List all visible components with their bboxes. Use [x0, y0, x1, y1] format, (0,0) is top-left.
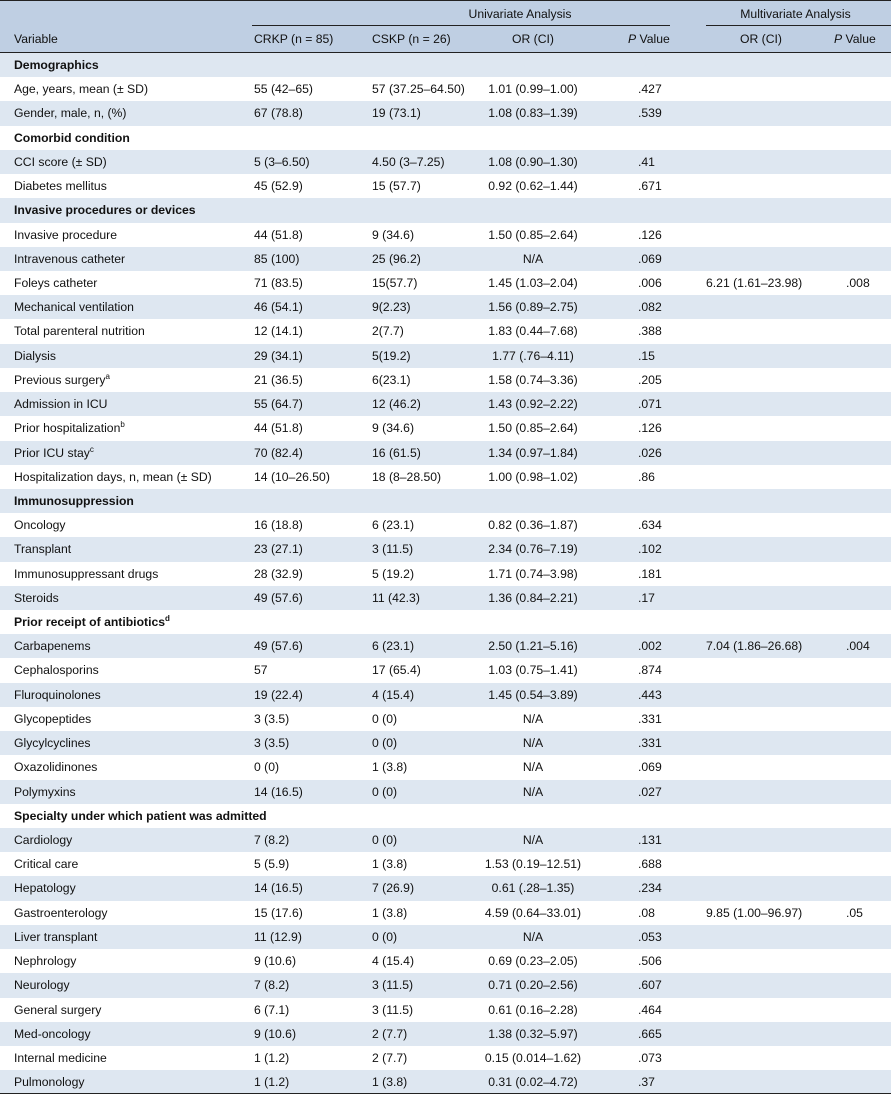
or-ci-cell: 1.45 (0.54–3.89)	[488, 687, 578, 702]
crkp-cell: 71 (83.5)	[254, 275, 303, 290]
p-value-cell: .388	[638, 324, 662, 339]
table-row	[0, 319, 891, 343]
p-value-cell: .126	[638, 421, 662, 436]
table-row	[0, 368, 891, 392]
crkp-cell: 67 (78.8)	[254, 106, 303, 121]
crkp-cell: 23 (27.1)	[254, 542, 303, 557]
p-value-cell: .234	[638, 881, 662, 896]
p-value-cell: .331	[638, 736, 662, 751]
variable-cell: Gastroenterology	[14, 905, 108, 920]
footnote-marker: c	[89, 444, 94, 454]
variable-cell: Invasive procedure	[14, 227, 117, 242]
crkp-cell: 15 (17.6)	[254, 905, 303, 920]
p-value-cell: .665	[638, 1026, 662, 1041]
or-ci-cell: 0.15 (0.014–1.62)	[484, 1050, 582, 1065]
or-ci-cell: 1.71 (0.74–3.98)	[488, 566, 578, 581]
p-value-cell: .671	[638, 179, 662, 194]
or-ci-cell: 0.71 (0.20–2.56)	[488, 978, 578, 993]
section-heading: Comorbid condition	[14, 130, 130, 145]
variable-cell: Hepatology	[14, 881, 76, 896]
cskp-cell: 3 (11.5)	[372, 542, 414, 557]
table-row	[0, 683, 891, 707]
cskp-cell: 0 (0)	[372, 784, 398, 799]
p-value-cell: .205	[638, 372, 662, 387]
or-ci-cell: 1.83 (0.44–7.68)	[488, 324, 578, 339]
crkp-cell: 14 (10–26.50)	[254, 469, 330, 484]
or-ci-cell: N/A	[522, 736, 544, 751]
crkp-cell: 19 (22.4)	[254, 687, 303, 702]
crkp-cell: 14 (16.5)	[254, 881, 303, 896]
p-value-cell: .181	[638, 566, 662, 581]
section-row	[0, 53, 891, 77]
col-header-cskp: CSKP (n = 26)	[372, 32, 451, 46]
multivariate-underline	[706, 25, 891, 26]
cskp-cell: 1 (3.8)	[372, 857, 408, 872]
crkp-cell: 5 (5.9)	[254, 857, 290, 872]
or-ci-cell: 1.01 (0.99–1.00)	[488, 82, 578, 97]
footnote-marker: b	[120, 420, 125, 430]
table-row	[0, 392, 891, 416]
crkp-cell: 55 (42–65)	[254, 82, 313, 97]
mv-or-ci-cell: 6.21 (1.61–23.98)	[706, 275, 803, 290]
table-row	[0, 925, 891, 949]
univariate-group-heading: Univariate Analysis	[468, 7, 572, 21]
or-ci-cell: 0.61 (0.16–2.28)	[488, 1002, 578, 1017]
p-value-cell: .688	[638, 857, 662, 872]
cskp-cell: 57 (37.25–64.50)	[372, 82, 465, 97]
p-value-cell: .026	[638, 445, 662, 460]
crkp-cell: 6 (7.1)	[254, 1002, 290, 1017]
section-heading: Demographics	[14, 58, 99, 72]
table-row	[0, 998, 891, 1022]
or-ci-cell: N/A	[522, 833, 544, 847]
table-row	[0, 537, 891, 561]
or-ci-cell: 1.50 (0.85–2.64)	[488, 421, 578, 436]
top-rule	[0, 0, 891, 1]
table-row	[0, 876, 891, 900]
cskp-cell: 15(57.7)	[372, 275, 418, 290]
cskp-cell: 1 (3.8)	[372, 1075, 408, 1090]
or-ci-cell: 0.61 (.28–1.35)	[491, 881, 575, 896]
cskp-cell: 6 (23.1)	[372, 639, 415, 654]
mv-p-value-cell: .008	[846, 275, 870, 290]
table-row	[0, 828, 891, 852]
section-heading: Invasive procedures or devices	[14, 203, 196, 218]
variable-cell: Foleys catheter	[14, 275, 98, 290]
or-ci-cell: 1.08 (0.90–1.30)	[488, 154, 578, 169]
table-row	[0, 465, 891, 489]
cskp-cell: 6(23.1)	[372, 372, 411, 387]
col-header-crkp: CRKP (n = 85)	[254, 32, 334, 46]
variable-cell: Internal medicine	[14, 1050, 107, 1065]
or-ci-cell: 1.36 (0.84–2.21)	[488, 590, 578, 605]
cskp-cell: 11 (42.3)	[372, 590, 420, 605]
or-ci-cell: 1.08 (0.83–1.39)	[488, 106, 578, 121]
p-value-cell: .539	[638, 106, 662, 121]
cskp-cell: 19 (73.1)	[372, 106, 421, 121]
p-value-cell: .131	[638, 833, 662, 847]
table-row	[0, 852, 891, 876]
table-body	[0, 53, 891, 1094]
table-row	[0, 344, 891, 368]
section-row	[0, 804, 891, 828]
cskp-cell: 0 (0)	[372, 711, 398, 726]
footnote-marker: d	[165, 614, 170, 624]
variable-cell: Glycylcyclines	[14, 736, 91, 751]
p-value-cell: .002	[638, 639, 662, 654]
table-row	[0, 949, 891, 973]
cskp-cell: 5 (19.2)	[372, 566, 415, 581]
crkp-cell: 55 (64.7)	[254, 397, 303, 412]
p-value-cell: .069	[638, 251, 662, 266]
or-ci-cell: 1.03 (0.75–1.41)	[488, 663, 578, 678]
crkp-cell: 9 (10.6)	[254, 954, 297, 969]
variable-cell: Neurology	[14, 978, 70, 993]
mv-p-value-cell: .05	[846, 905, 863, 920]
crkp-cell: 11 (12.9)	[254, 929, 302, 944]
section-heading: Prior receipt of antibiotics$^d$	[14, 614, 170, 630]
or-ci-cell: 1.45 (1.03–2.04)	[488, 275, 578, 290]
p-value-cell: .506	[638, 954, 662, 969]
section-row	[0, 126, 891, 150]
p-value-cell: .464	[638, 1002, 662, 1017]
cskp-cell: 18 (8–28.50)	[372, 469, 442, 484]
cskp-cell: 0 (0)	[372, 736, 398, 751]
variable-cell: Previous surgery$^a$	[14, 371, 110, 387]
table-row	[0, 271, 891, 295]
crkp-cell: 44 (51.8)	[254, 227, 303, 242]
variable-cell: Liver transplant	[14, 929, 98, 944]
or-ci-cell: N/A	[522, 784, 544, 799]
variable-cell: Age, years, mean (± SD)	[14, 82, 149, 97]
section-heading: Specialty under which patient was admitted	[14, 808, 267, 823]
p-value-cell: .071	[638, 397, 662, 412]
col-header-variable: Variable	[14, 32, 58, 46]
crkp-cell: 3 (3.5)	[254, 711, 290, 726]
or-ci-cell: 1.56 (0.89–2.75)	[488, 300, 578, 315]
p-value-cell: .069	[638, 760, 662, 775]
cskp-cell: 15 (57.7)	[372, 179, 421, 194]
or-ci-cell: N/A	[522, 929, 544, 944]
crkp-cell: 7 (8.2)	[254, 978, 290, 993]
cskp-cell: 9 (34.6)	[372, 227, 415, 242]
or-ci-cell: 1.38 (0.32–5.97)	[488, 1026, 578, 1041]
col-header-p-value: P Value	[628, 32, 670, 46]
crkp-cell: 46 (54.1)	[254, 300, 303, 315]
crkp-cell: 14 (16.5)	[254, 784, 303, 799]
variable-cell: Nephrology	[14, 954, 77, 969]
variable-cell: Diabetes mellitus	[14, 179, 107, 194]
variable-cell: CCI score (± SD)	[14, 154, 107, 169]
variable-cell: Oxazolidinones	[14, 760, 98, 775]
or-ci-cell: 2.50 (1.21–5.16)	[488, 639, 578, 654]
cskp-cell: 17 (65.4)	[372, 663, 421, 678]
cskp-cell: 1 (3.8)	[372, 760, 408, 775]
or-ci-cell: 0.82 (0.36–1.87)	[488, 518, 578, 533]
or-ci-cell: 0.31 (0.02–4.72)	[488, 1075, 578, 1090]
crkp-cell: 16 (18.8)	[254, 518, 303, 533]
cskp-cell: 2 (7.7)	[372, 1026, 408, 1041]
table-row	[0, 77, 891, 101]
cskp-cell: 2 (7.7)	[372, 1050, 408, 1065]
variable-cell: Carbapenems	[14, 639, 91, 654]
table-row	[0, 658, 891, 682]
crkp-cell: 7 (8.2)	[254, 833, 290, 847]
table-row	[0, 973, 891, 997]
cskp-cell: 25 (96.2)	[372, 251, 421, 266]
or-ci-cell: 4.59 (0.64–33.01)	[484, 905, 582, 920]
crkp-cell: 49 (57.6)	[254, 590, 303, 605]
table-row	[0, 731, 891, 755]
multivariate-group-heading: Multivariate Analysis	[740, 7, 851, 21]
variable-cell: Total parenteral nutrition	[14, 324, 145, 339]
cskp-cell: 4 (15.4)	[372, 954, 415, 969]
crkp-cell: 21 (36.5)	[254, 372, 303, 387]
cskp-cell: 6 (23.1)	[372, 518, 415, 533]
variable-cell: General surgery	[14, 1002, 102, 1017]
or-ci-cell: N/A	[522, 251, 544, 266]
p-value-cell: .102	[638, 542, 662, 557]
col-header-mv-p-value: P Value	[834, 32, 876, 46]
crkp-cell: 85 (100)	[254, 251, 300, 266]
crkp-cell: 28 (32.9)	[254, 566, 303, 581]
variable-cell: Steroids	[14, 590, 59, 605]
table-row	[0, 416, 891, 440]
table-row	[0, 755, 891, 779]
p-value-cell: .607	[638, 978, 662, 993]
table-row	[0, 101, 891, 125]
cskp-cell: 12 (46.2)	[372, 397, 421, 412]
crkp-cell: 70 (82.4)	[254, 445, 303, 460]
variable-cell: Immunosuppressant drugs	[14, 566, 159, 581]
or-ci-cell: 2.34 (0.76–7.19)	[488, 542, 578, 557]
or-ci-cell: 1.58 (0.74–3.36)	[488, 372, 578, 387]
or-ci-cell: 1.43 (0.92–2.22)	[488, 397, 578, 412]
footnote-marker: a	[105, 371, 110, 381]
cskp-cell: 5(19.2)	[372, 348, 411, 363]
p-value-cell: .126	[638, 227, 662, 242]
crkp-cell: 29 (34.1)	[254, 348, 303, 363]
crkp-cell: 5 (3–6.50)	[254, 154, 310, 169]
crkp-cell: 44 (51.8)	[254, 421, 303, 436]
variable-cell: Transplant	[14, 542, 72, 557]
univariate-underline	[252, 25, 670, 26]
variable-cell: Glycopeptides	[14, 711, 92, 726]
p-value-cell: .17	[638, 590, 655, 605]
or-ci-cell: 0.92 (0.62–1.44)	[488, 179, 578, 194]
cskp-cell: 7 (26.9)	[372, 881, 415, 896]
crkp-cell: 3 (3.5)	[254, 736, 290, 751]
variable-cell: Hospitalization days, n, mean (± SD)	[14, 469, 212, 484]
cskp-cell: 3 (11.5)	[372, 1002, 414, 1017]
p-value-cell: .082	[638, 300, 662, 315]
variable-cell: Intravenous catheter	[14, 251, 126, 266]
variable-cell: Fluroquinolones	[14, 687, 101, 702]
crkp-cell: 9 (10.6)	[254, 1026, 297, 1041]
table-row	[0, 901, 891, 925]
or-ci-cell: 1.34 (0.97–1.84)	[488, 445, 578, 460]
variable-cell: Critical care	[14, 857, 79, 872]
or-ci-cell: 1.77 (.76–4.11)	[492, 348, 574, 363]
table-row	[0, 780, 891, 804]
table-row	[0, 707, 891, 731]
table-row	[0, 441, 891, 465]
table-row	[0, 150, 891, 174]
cskp-cell: 4 (15.4)	[372, 687, 415, 702]
table-row	[0, 1070, 891, 1094]
variable-cell: Pulmonology	[14, 1075, 85, 1090]
variable-cell: Prior hospitalization$^b$	[14, 420, 125, 436]
p-value-cell: .331	[638, 711, 662, 726]
cskp-cell: 0 (0)	[372, 929, 398, 944]
cskp-cell: 9 (34.6)	[372, 421, 415, 436]
variable-cell: Dialysis	[14, 348, 56, 363]
cskp-cell: 1 (3.8)	[372, 905, 408, 920]
p-value-cell: .053	[638, 929, 662, 944]
crkp-cell: 49 (57.6)	[254, 639, 303, 654]
cskp-cell: 16 (61.5)	[372, 445, 421, 460]
p-value-cell: .37	[638, 1075, 655, 1090]
table-row	[0, 174, 891, 198]
p-value-cell: .443	[638, 687, 662, 702]
table-row	[0, 247, 891, 271]
section-row	[0, 610, 891, 634]
crkp-cell: 1 (1.2)	[254, 1050, 290, 1065]
col-header-or-ci: OR (CI)	[512, 32, 554, 46]
table-row	[0, 634, 891, 658]
p-value-cell: .15	[638, 348, 655, 363]
mv-or-ci-cell: 7.04 (1.86–26.68)	[706, 639, 803, 654]
crkp-cell: 0 (0)	[254, 760, 280, 775]
crkp-cell: 12 (14.1)	[254, 324, 303, 339]
section-row	[0, 198, 891, 222]
p-value-cell: .41	[638, 154, 655, 169]
table-row	[0, 513, 891, 537]
table-row	[0, 295, 891, 319]
cskp-cell: 3 (11.5)	[372, 978, 414, 993]
variable-cell: Cardiology	[14, 833, 73, 847]
variable-cell: Oncology	[14, 518, 66, 533]
table-row	[0, 223, 891, 247]
p-value-cell: .073	[638, 1050, 662, 1065]
or-ci-cell: 1.00 (0.98–1.02)	[488, 469, 578, 484]
variable-cell: Mechanical ventilation	[14, 300, 134, 315]
variable-cell: Admission in ICU	[14, 397, 108, 412]
table-row	[0, 562, 891, 586]
variable-cell: Polymyxins	[14, 784, 76, 799]
p-value-cell: .027	[638, 784, 662, 799]
p-value-cell: .634	[638, 518, 662, 533]
cskp-cell: 9(2.23)	[372, 300, 411, 315]
cskp-cell: 2(7.7)	[372, 324, 404, 339]
p-value-cell: .874	[638, 663, 662, 678]
variable-cell: Prior ICU stay$^c$	[14, 444, 94, 460]
table-row	[0, 586, 891, 610]
cskp-cell: 0 (0)	[372, 833, 398, 847]
p-value-cell: .427	[638, 82, 662, 97]
section-row	[0, 489, 891, 513]
table-header	[0, 0, 891, 53]
section-heading: Immunosuppression	[14, 493, 134, 508]
variable-cell: Gender, male, n, (%)	[14, 106, 127, 121]
crkp-cell: 57	[254, 663, 268, 678]
or-ci-cell: N/A	[522, 760, 544, 775]
or-ci-cell: N/A	[522, 711, 544, 726]
table-row	[0, 1022, 891, 1046]
variable-cell: Cephalosporins	[14, 663, 99, 678]
p-value-cell: .08	[638, 905, 655, 920]
cskp-cell: 4.50 (3–7.25)	[372, 154, 445, 169]
crkp-cell: 45 (52.9)	[254, 179, 303, 194]
or-ci-cell: 0.69 (0.23–2.05)	[488, 954, 578, 969]
table-row	[0, 1046, 891, 1070]
variable-cell: Med-oncology	[14, 1026, 91, 1041]
crkp-cell: 1 (1.2)	[254, 1075, 290, 1090]
mv-or-ci-cell: 9.85 (1.00–96.97)	[706, 905, 803, 920]
or-ci-cell: 1.50 (0.85–2.64)	[488, 227, 578, 242]
mv-p-value-cell: .004	[846, 639, 870, 654]
p-value-cell: .006	[638, 275, 662, 290]
col-header-mv-or-ci: OR (CI)	[740, 32, 782, 46]
or-ci-cell: 1.53 (0.19–12.51)	[484, 857, 582, 872]
p-value-cell: .86	[638, 469, 655, 484]
